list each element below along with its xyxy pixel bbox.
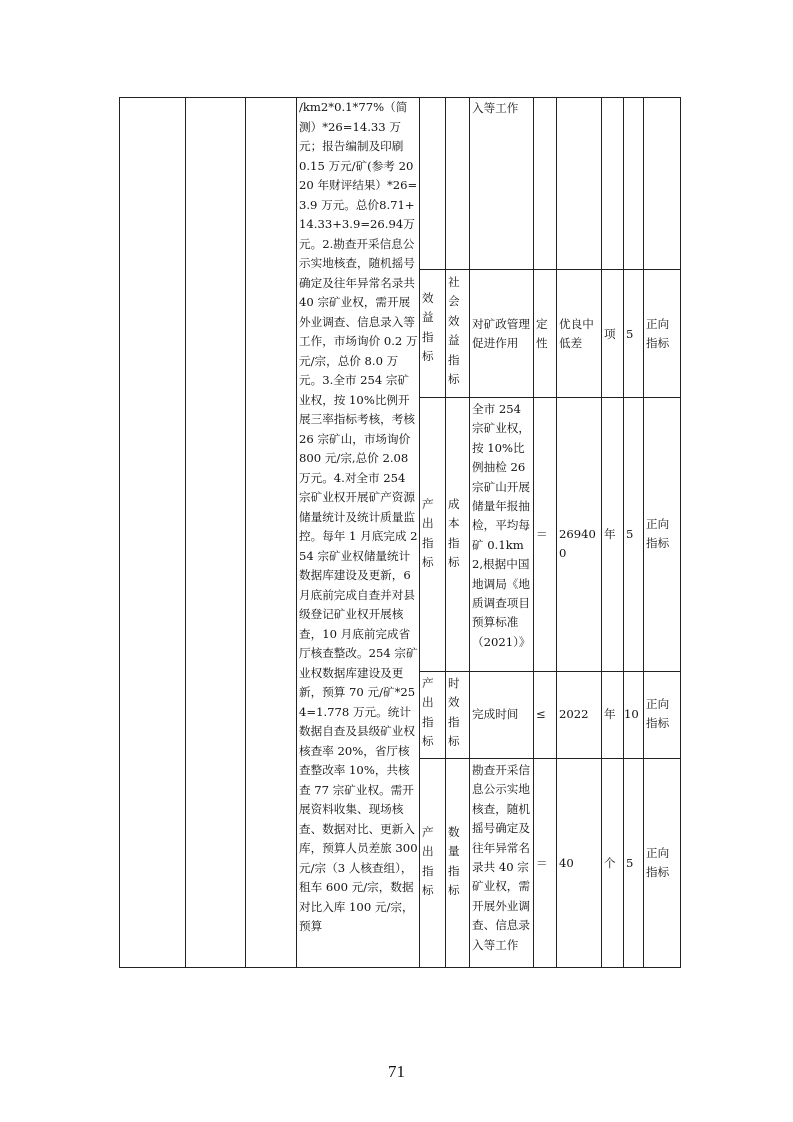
- score-cell: 5: [626, 856, 634, 870]
- level1-indicator: 产出指标: [422, 497, 434, 570]
- direction-cell: 正向指标: [646, 517, 670, 551]
- target-value-cell: 40: [559, 856, 574, 870]
- grid-line: [245, 97, 246, 968]
- target-value-cell: 2022: [559, 707, 589, 721]
- level1-indicator: 效益指标: [422, 291, 434, 364]
- target-value-cell: 优良中低差: [559, 317, 594, 351]
- direction-cell: 正向指标: [646, 697, 670, 731]
- level2-indicator: 时效指标: [448, 676, 460, 749]
- grid-line: [419, 758, 681, 759]
- indicator-cell: 完成时间: [472, 707, 519, 721]
- score-cell: 10: [624, 707, 639, 721]
- direction-cell: 正向指标: [646, 317, 670, 351]
- unit-cell: 个: [604, 856, 616, 870]
- grid-line: [185, 97, 186, 968]
- indicator-cell: 对矿政管理促进作用: [472, 317, 530, 351]
- operator-cell: ＝: [536, 527, 548, 541]
- grid-line: [419, 397, 681, 398]
- grid-line: [119, 967, 681, 968]
- grid-line: [419, 671, 681, 672]
- grid-line: [119, 97, 120, 968]
- grid-line: [419, 269, 681, 270]
- indicator-cell: 全市 254 宗矿业权，按 10%比例抽检 26 宗矿山开展储量年报抽检，平均每矿 0.1km2,根据中国地调局《地质调查项目预算标准（2021）》: [472, 402, 531, 649]
- direction-cell: 正向指标: [646, 846, 670, 880]
- budget-description: /km2*0.1*77%（简测）*26=14.33 万元；报告编制及印刷 0.15 万元/矿(参考 2020 年财评结果）*26=3.9 万元。总价8.71+14.33+3.9=26.94万元。2.勘查开采信息公示实地核查，随机摇号确定及往年异常名录共 40 宗矿业权，需开展外业调查、信息录入等工作，市场询价 0.2 万元/宗，总价 8.0 万元。3.全市 254 宗矿业权，按 10%比例开展三率指标考核，考核 26 宗矿山，市场询价 800 元/宗,总价 2.08 万元。4.对全市 254 宗矿业权开展矿产资源储量统计及统计质量监控。每年 1 月底完成 254 宗矿业权储量统计数据库建设及更新，6 月底前完成自查并对县级登记矿业权开展核查，10 月底前完成省厅核查整改。254 宗矿业权数据库建设及更新，预算 70 元/矿*254=1.778 万元。统计数据自查及县级矿业权核查率 20%，省厅核查整改率 10%，共核查 77 宗矿业权。需开展资料收集、现场核查、数据对比、更新入库，预算人员差旅 300 元/宗（3 人核查组），租车 600 元/宗，数据对比入库 100 元/宗，预算: [299, 100, 418, 933]
- level1-indicator: 产出指标: [422, 825, 434, 898]
- unit-cell: 年: [604, 707, 616, 721]
- unit-cell: 年: [604, 527, 616, 541]
- operator-cell: ≤: [536, 707, 546, 721]
- level2-indicator: 数量指标: [448, 825, 460, 898]
- indicator-cell: 勘查开采信息公示实地核查，随机摇号确定及往年异常名录共 40 宗矿业权，需开展外业调查、信息录入等工作: [472, 763, 530, 952]
- operator-cell: 定性: [536, 317, 548, 351]
- level2-indicator: 成本指标: [448, 497, 460, 570]
- score-cell: 5: [626, 327, 634, 341]
- unit-cell: 项: [604, 327, 616, 341]
- operator-cell: ＝: [536, 856, 548, 870]
- grid-line: [680, 97, 681, 968]
- level1-indicator: 产出指标: [422, 676, 434, 749]
- score-cell: 5: [626, 527, 634, 541]
- target-value-cell: 269400: [559, 527, 596, 561]
- page-number: 71: [388, 1062, 405, 1081]
- indicator-cell: 入等工作: [472, 101, 519, 115]
- level2-indicator: 社会效益指标: [448, 275, 460, 387]
